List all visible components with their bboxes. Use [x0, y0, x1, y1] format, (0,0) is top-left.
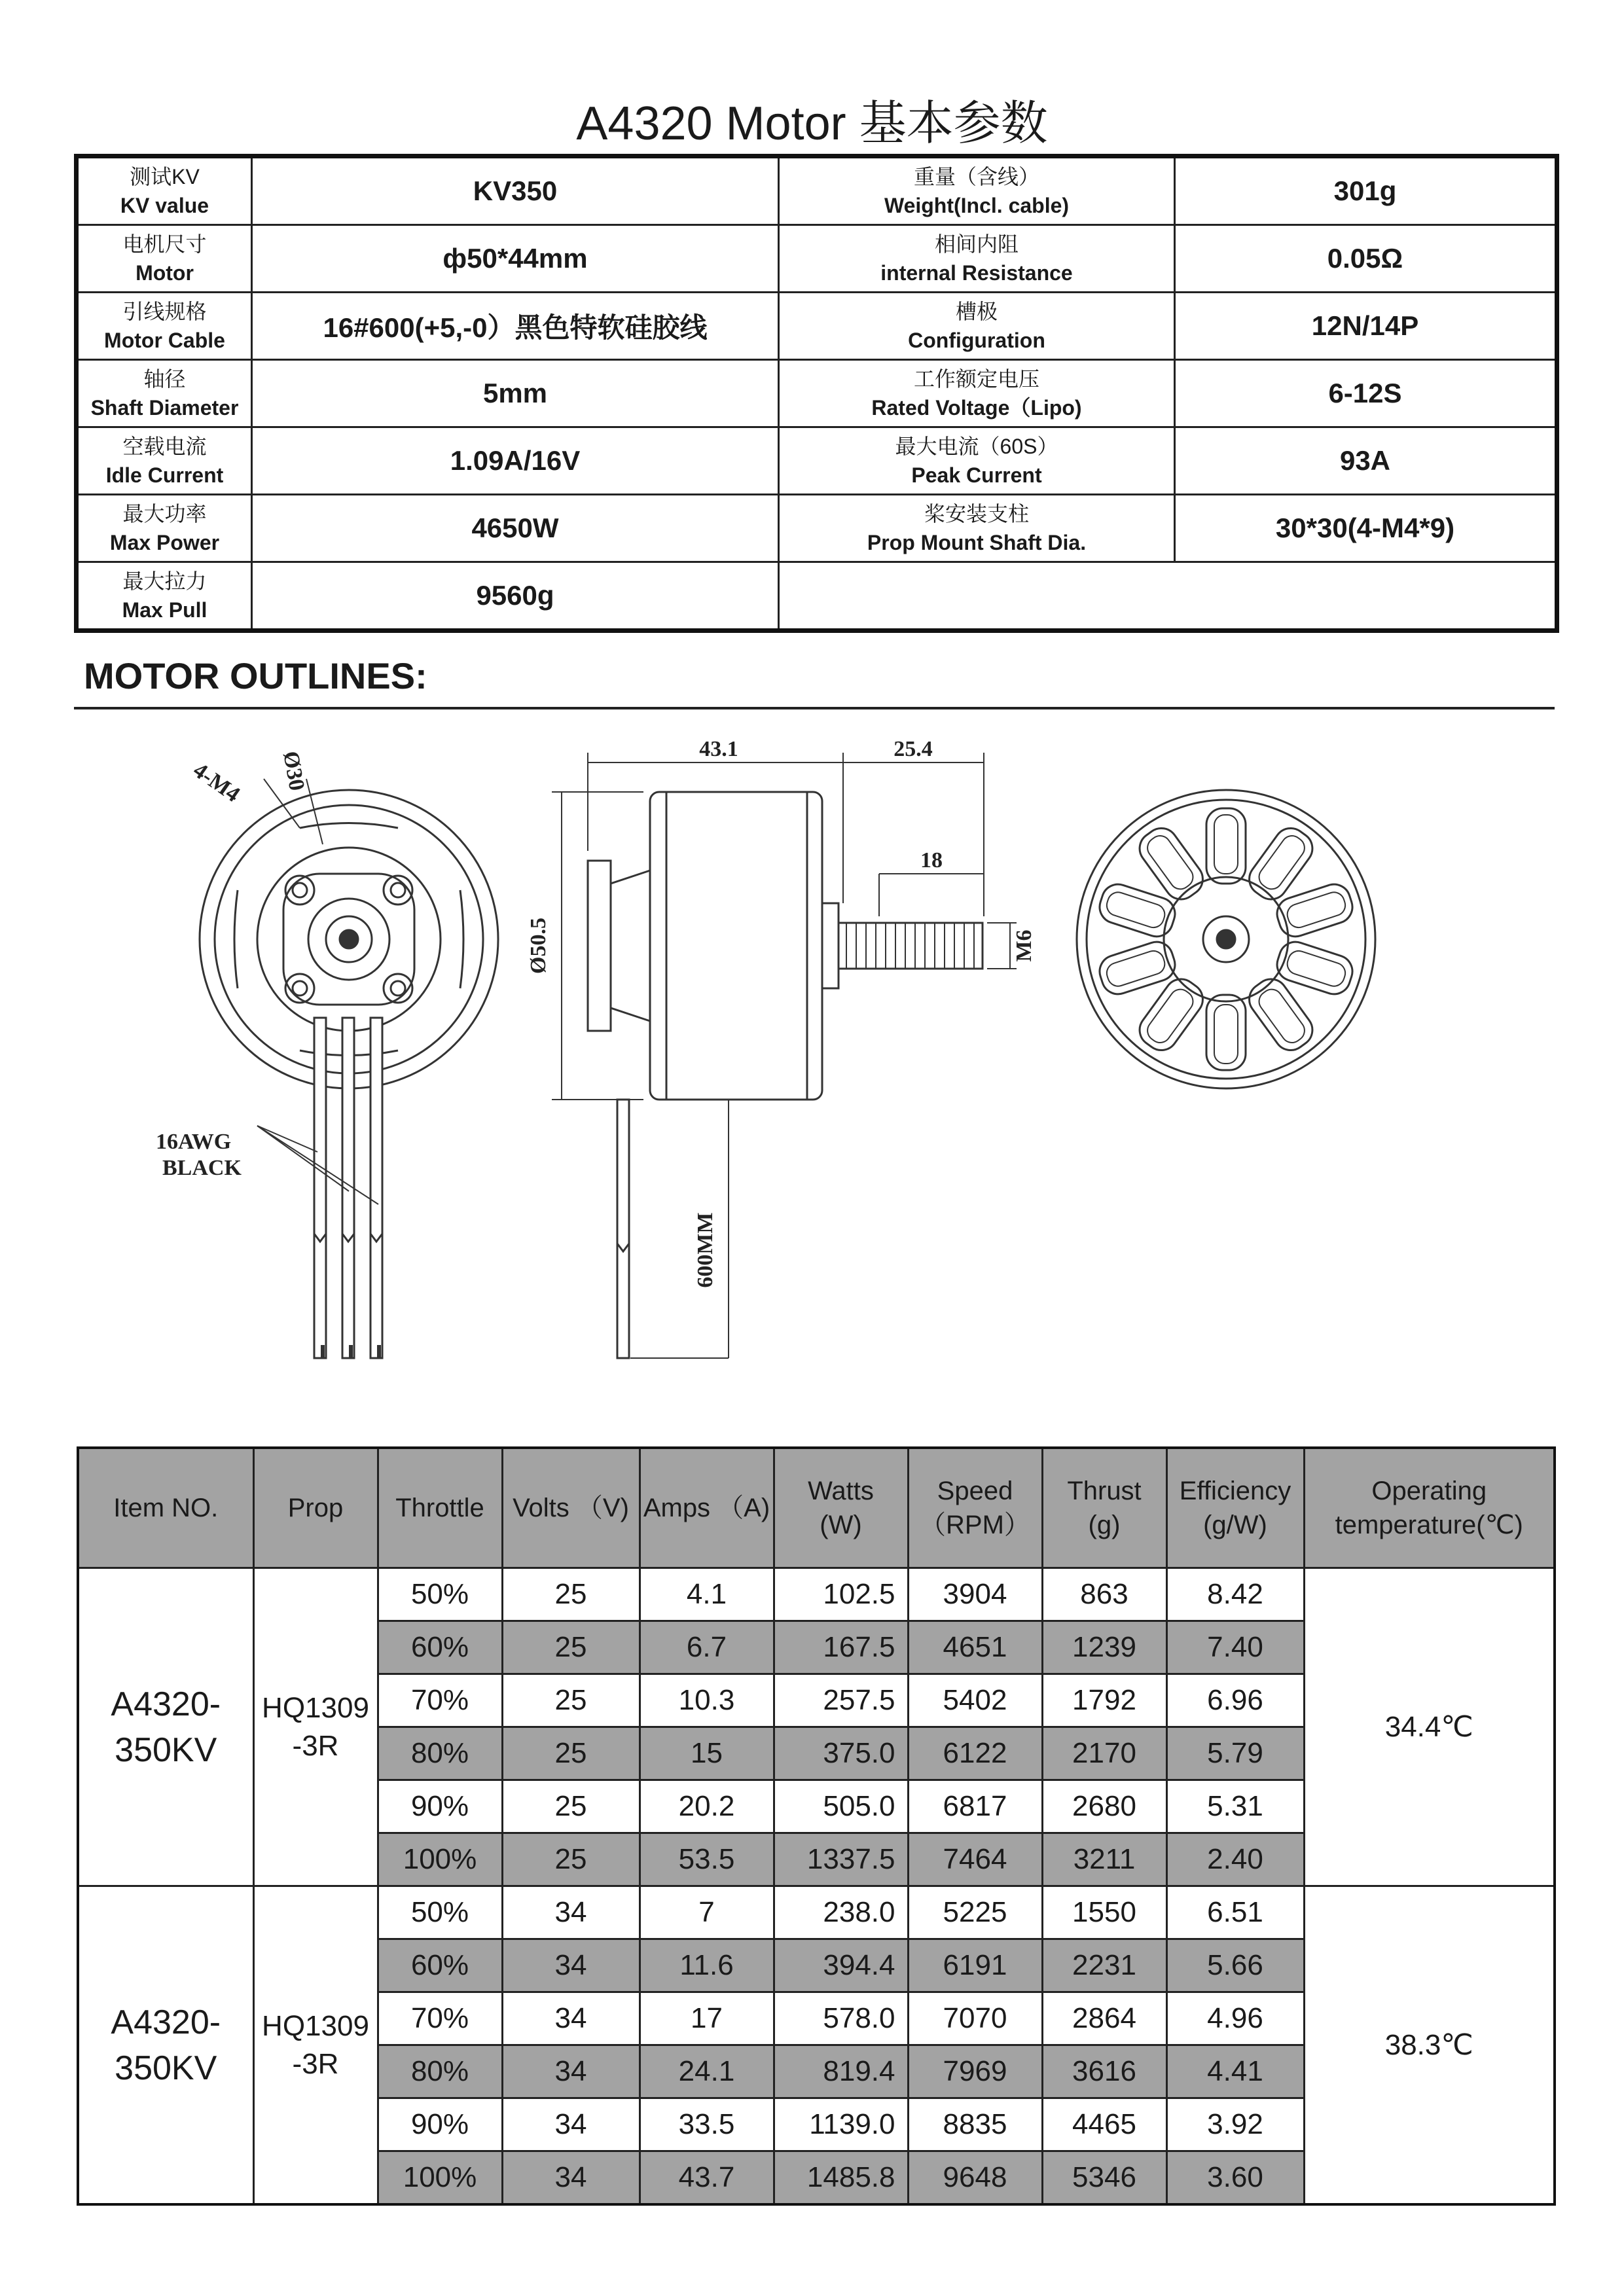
- spec-value: 4650W: [252, 495, 779, 562]
- table-cell: 8.42: [1166, 1568, 1304, 1621]
- spec-label-en: Motor Cable: [104, 329, 225, 352]
- prop-line: -3R: [292, 1729, 339, 1762]
- table-cell: 257.5: [774, 1674, 908, 1727]
- pcd-label: Ø30: [278, 749, 310, 793]
- spec-value: KV350: [252, 156, 779, 225]
- spec-label-zh: 最大电流（60S）: [895, 435, 1058, 458]
- table-cell: 7.40: [1166, 1621, 1304, 1674]
- header-line: Item NO.: [113, 1494, 219, 1522]
- header-line: Watts: [808, 1477, 874, 1505]
- header-line: Operating: [1371, 1477, 1487, 1505]
- table-cell: 863: [1042, 1568, 1166, 1621]
- column-header: [502, 1448, 640, 1568]
- header-line: Thrust: [1067, 1477, 1142, 1505]
- spec-label: [779, 225, 1175, 293]
- bolt-label: 4-M4: [189, 758, 245, 807]
- spec-label: [77, 427, 252, 495]
- spec-label: [779, 293, 1175, 360]
- spec-value: 0.05Ω: [1175, 225, 1557, 293]
- table-cell: 25: [502, 1780, 640, 1833]
- spec-empty-cell: [779, 562, 1557, 631]
- page-title: A4320 Motor 基本参数: [576, 98, 1048, 150]
- divider: [74, 707, 1555, 709]
- front-view-drawing: [200, 779, 498, 1358]
- table-cell: 10.3: [640, 1674, 774, 1727]
- table-cell: 7464: [908, 1833, 1042, 1886]
- spec-value: 16#600(+5,-0）黑色特软硅胶线: [252, 293, 779, 360]
- table-cell: 1550: [1042, 1886, 1166, 1939]
- table-cell: 5.79: [1166, 1727, 1304, 1780]
- table-cell: 80%: [378, 2045, 502, 2098]
- table-cell: 25: [502, 1833, 640, 1886]
- spec-row: [77, 360, 1557, 427]
- header-line: Throttle: [395, 1494, 484, 1522]
- table-cell: 578.0: [774, 1992, 908, 2045]
- table-cell: 60%: [378, 1621, 502, 1674]
- spec-label: [779, 427, 1175, 495]
- spec-label: [77, 562, 252, 631]
- performance-table: [77, 1446, 1556, 2206]
- prop-cell: [253, 1886, 378, 2205]
- table-cell: 34: [502, 2098, 640, 2151]
- dimension-body-length: 43.1: [699, 737, 738, 761]
- table-cell: 25: [502, 1727, 640, 1780]
- column-header: [1304, 1448, 1555, 1568]
- table-cell: 60%: [378, 1939, 502, 1992]
- column-header: [1042, 1448, 1166, 1568]
- table-cell: 6.7: [640, 1621, 774, 1674]
- table-cell: 80%: [378, 1727, 502, 1780]
- table-cell: 100%: [378, 2151, 502, 2205]
- table-cell: 2231: [1042, 1939, 1166, 1992]
- side-view-drawing: [552, 753, 1017, 1358]
- table-cell: 50%: [378, 1886, 502, 1939]
- spec-label-zh: 轴径: [143, 367, 186, 391]
- table-cell: 50%: [378, 1568, 502, 1621]
- spec-value: 301g: [1175, 156, 1557, 225]
- table-cell: 2170: [1042, 1727, 1166, 1780]
- table-cell: 375.0: [774, 1727, 908, 1780]
- table-cell: 34: [502, 1992, 640, 2045]
- wire-gauge-label: 16AWG: [156, 1130, 232, 1154]
- table-cell: 70%: [378, 1674, 502, 1727]
- spec-row: [77, 293, 1557, 360]
- spec-row: [77, 225, 1557, 293]
- table-cell: 53.5: [640, 1833, 774, 1886]
- table-cell: 5346: [1042, 2151, 1166, 2205]
- table-cell: 5.31: [1166, 1780, 1304, 1833]
- motor-outline-drawings: [74, 720, 1555, 1433]
- table-cell: 25: [502, 1674, 640, 1727]
- spec-label-zh: 电机尺寸: [122, 232, 207, 256]
- column-header: [378, 1448, 502, 1568]
- spec-value: 12N/14P: [1175, 293, 1557, 360]
- outlines-heading: MOTOR OUTLINES:: [84, 655, 427, 696]
- header-line: (g): [1088, 1511, 1121, 1539]
- table-cell: 3.92: [1166, 2098, 1304, 2151]
- table-cell: 394.4: [774, 1939, 908, 1992]
- header-line: Speed: [937, 1477, 1013, 1505]
- prop-line: HQ1309: [262, 1691, 369, 1724]
- spec-row: [77, 427, 1557, 495]
- header-line: （RPM）: [920, 1511, 1030, 1539]
- table-cell: 102.5: [774, 1568, 908, 1621]
- column-header: [1166, 1448, 1304, 1568]
- column-header: [640, 1448, 774, 1568]
- table-cell: 8835: [908, 2098, 1042, 2151]
- table-cell: 238.0: [774, 1886, 908, 1939]
- spec-label-zh: 工作额定电压: [913, 367, 1039, 391]
- table-cell: 7070: [908, 1992, 1042, 2045]
- dimension-cable-length: 600MM: [693, 1212, 717, 1288]
- table-cell: 5402: [908, 1674, 1042, 1727]
- table-cell: 34: [502, 1886, 640, 1939]
- table-cell: 6191: [908, 1939, 1042, 1992]
- spec-row: [77, 156, 1557, 225]
- table-cell: 2680: [1042, 1780, 1166, 1833]
- column-header: [78, 1448, 253, 1568]
- spec-label: [779, 156, 1175, 225]
- prop-line: HQ1309: [262, 2009, 369, 2042]
- table-cell: 6.96: [1166, 1674, 1304, 1727]
- table-cell: 70%: [378, 1992, 502, 2045]
- spec-table: [74, 154, 1559, 633]
- table-cell: 819.4: [774, 2045, 908, 2098]
- table-cell: 4651: [908, 1621, 1042, 1674]
- column-header: [908, 1448, 1042, 1568]
- column-header: [774, 1448, 908, 1568]
- table-cell: 1485.8: [774, 2151, 908, 2205]
- table-cell: 2.40: [1166, 1833, 1304, 1886]
- spec-label-zh: 引线规格: [122, 300, 207, 323]
- rear-view-drawing: [1077, 790, 1375, 1088]
- table-cell: 4465: [1042, 2098, 1166, 2151]
- spec-label-zh: 重量（含线）: [913, 165, 1039, 188]
- table-row: [78, 1886, 1555, 1939]
- table-cell: 5.66: [1166, 1939, 1304, 1992]
- table-row: [78, 1568, 1555, 1621]
- table-cell: 33.5: [640, 2098, 774, 2151]
- dimension-diameter: Ø50.5: [526, 918, 550, 974]
- header-line: (W): [820, 1511, 862, 1539]
- dimension-shaft-length: 25.4: [893, 737, 933, 761]
- table-cell: 34: [502, 2045, 640, 2098]
- table-cell: 505.0: [774, 1780, 908, 1833]
- table-cell: 17: [640, 1992, 774, 2045]
- table-cell: 34: [502, 1939, 640, 1992]
- spec-label-en: Weight(Incl. cable): [884, 194, 1070, 217]
- table-cell: 25: [502, 1568, 640, 1621]
- spec-label: [779, 495, 1175, 562]
- spec-label: [77, 360, 252, 427]
- header-line: Amps （A): [643, 1494, 770, 1522]
- table-cell: 1139.0: [774, 2098, 908, 2151]
- spec-label-zh: 桨安装支柱: [924, 502, 1029, 526]
- spec-label-en: Rated Voltage（Lipo): [871, 396, 1082, 420]
- spec-value: 6-12S: [1175, 360, 1557, 427]
- model-line: A4320-: [111, 1685, 221, 1723]
- spec-label: [779, 360, 1175, 427]
- spec-row: [77, 495, 1557, 562]
- table-cell: 43.7: [640, 2151, 774, 2205]
- spec-label-en: Prop Mount Shaft Dia.: [867, 531, 1087, 554]
- spec-label-en: KV value: [120, 194, 209, 217]
- table-cell: 90%: [378, 1780, 502, 1833]
- table-cell: 5225: [908, 1886, 1042, 1939]
- table-cell: 3904: [908, 1568, 1042, 1621]
- model-line: A4320-: [111, 2003, 221, 2041]
- spec-label-en: Shaft Diameter: [90, 396, 239, 420]
- spec-label: [77, 293, 252, 360]
- spec-label-zh: 最大功率: [122, 502, 207, 526]
- table-cell: 4.41: [1166, 2045, 1304, 2098]
- spec-value: 1.09A/16V: [252, 427, 779, 495]
- table-cell: 4.1: [640, 1568, 774, 1621]
- prop-cell: [253, 1568, 378, 1886]
- table-cell: 7969: [908, 2045, 1042, 2098]
- header-line: (g/W): [1203, 1511, 1267, 1539]
- table-cell: 34: [502, 2151, 640, 2205]
- column-header: [253, 1448, 378, 1568]
- table-cell: 1792: [1042, 1674, 1166, 1727]
- model-line: 350KV: [115, 2049, 217, 2087]
- header-line: temperature(℃): [1335, 1511, 1523, 1539]
- spec-label-zh: 相间内阻: [934, 232, 1019, 256]
- spec-label-zh: 槽极: [955, 300, 998, 323]
- table-cell: 1239: [1042, 1621, 1166, 1674]
- temperature-cell: 34.4℃: [1304, 1568, 1555, 1886]
- wire-color-label: BLACK: [162, 1156, 242, 1180]
- spec-value: ф50*44mm: [252, 225, 779, 293]
- spec-label-zh: 最大拉力: [122, 569, 207, 593]
- spec-value: 93A: [1175, 427, 1557, 495]
- temperature-cell: 38.3℃: [1304, 1886, 1555, 2205]
- model-cell: [78, 1568, 253, 1886]
- header-line: Prop: [287, 1494, 344, 1522]
- spec-label: [77, 156, 252, 225]
- dimension-thread-length: 18: [920, 848, 943, 872]
- spec-label-en: Configuration: [908, 329, 1045, 352]
- table-cell: 3616: [1042, 2045, 1166, 2098]
- table-cell: 6.51: [1166, 1886, 1304, 1939]
- spec-label-en: internal Resistance: [880, 261, 1073, 285]
- table-cell: 1337.5: [774, 1833, 908, 1886]
- table-cell: 24.1: [640, 2045, 774, 2098]
- spec-label: [77, 225, 252, 293]
- spec-label-zh: 空载电流: [122, 435, 207, 458]
- spec-value: 30*30(4-M4*9): [1175, 495, 1557, 562]
- header-line: Volts （V): [513, 1494, 629, 1522]
- table-cell: 3211: [1042, 1833, 1166, 1886]
- spec-label-en: Motor: [135, 261, 194, 285]
- model-cell: [78, 1886, 253, 2205]
- table-cell: 15: [640, 1727, 774, 1780]
- table-cell: 3.60: [1166, 2151, 1304, 2205]
- table-cell: 4.96: [1166, 1992, 1304, 2045]
- prop-line: -3R: [292, 2047, 339, 2080]
- model-line: 350KV: [115, 1731, 217, 1769]
- table-cell: 20.2: [640, 1780, 774, 1833]
- table-cell: 2864: [1042, 1992, 1166, 2045]
- spec-label-en: Idle Current: [105, 463, 224, 487]
- spec-row: [77, 562, 1557, 631]
- table-cell: 25: [502, 1621, 640, 1674]
- spec-value: 9560g: [252, 562, 779, 631]
- spec-label-en: Max Power: [109, 531, 220, 554]
- table-cell: 100%: [378, 1833, 502, 1886]
- spec-label-en: Peak Current: [911, 463, 1042, 487]
- table-cell: 6122: [908, 1727, 1042, 1780]
- spec-label-en: Max Pull: [122, 598, 208, 622]
- header-line: Efficiency: [1179, 1477, 1291, 1505]
- table-cell: 6817: [908, 1780, 1042, 1833]
- table-cell: 90%: [378, 2098, 502, 2151]
- table-cell: 11.6: [640, 1939, 774, 1992]
- table-cell: 9648: [908, 2151, 1042, 2205]
- table-cell: 7: [640, 1886, 774, 1939]
- dimension-thread-size: M6: [1012, 929, 1036, 962]
- table-cell: 167.5: [774, 1621, 908, 1674]
- spec-label-zh: 测试KV: [130, 165, 200, 188]
- spec-value: 5mm: [252, 360, 779, 427]
- spec-label: [77, 495, 252, 562]
